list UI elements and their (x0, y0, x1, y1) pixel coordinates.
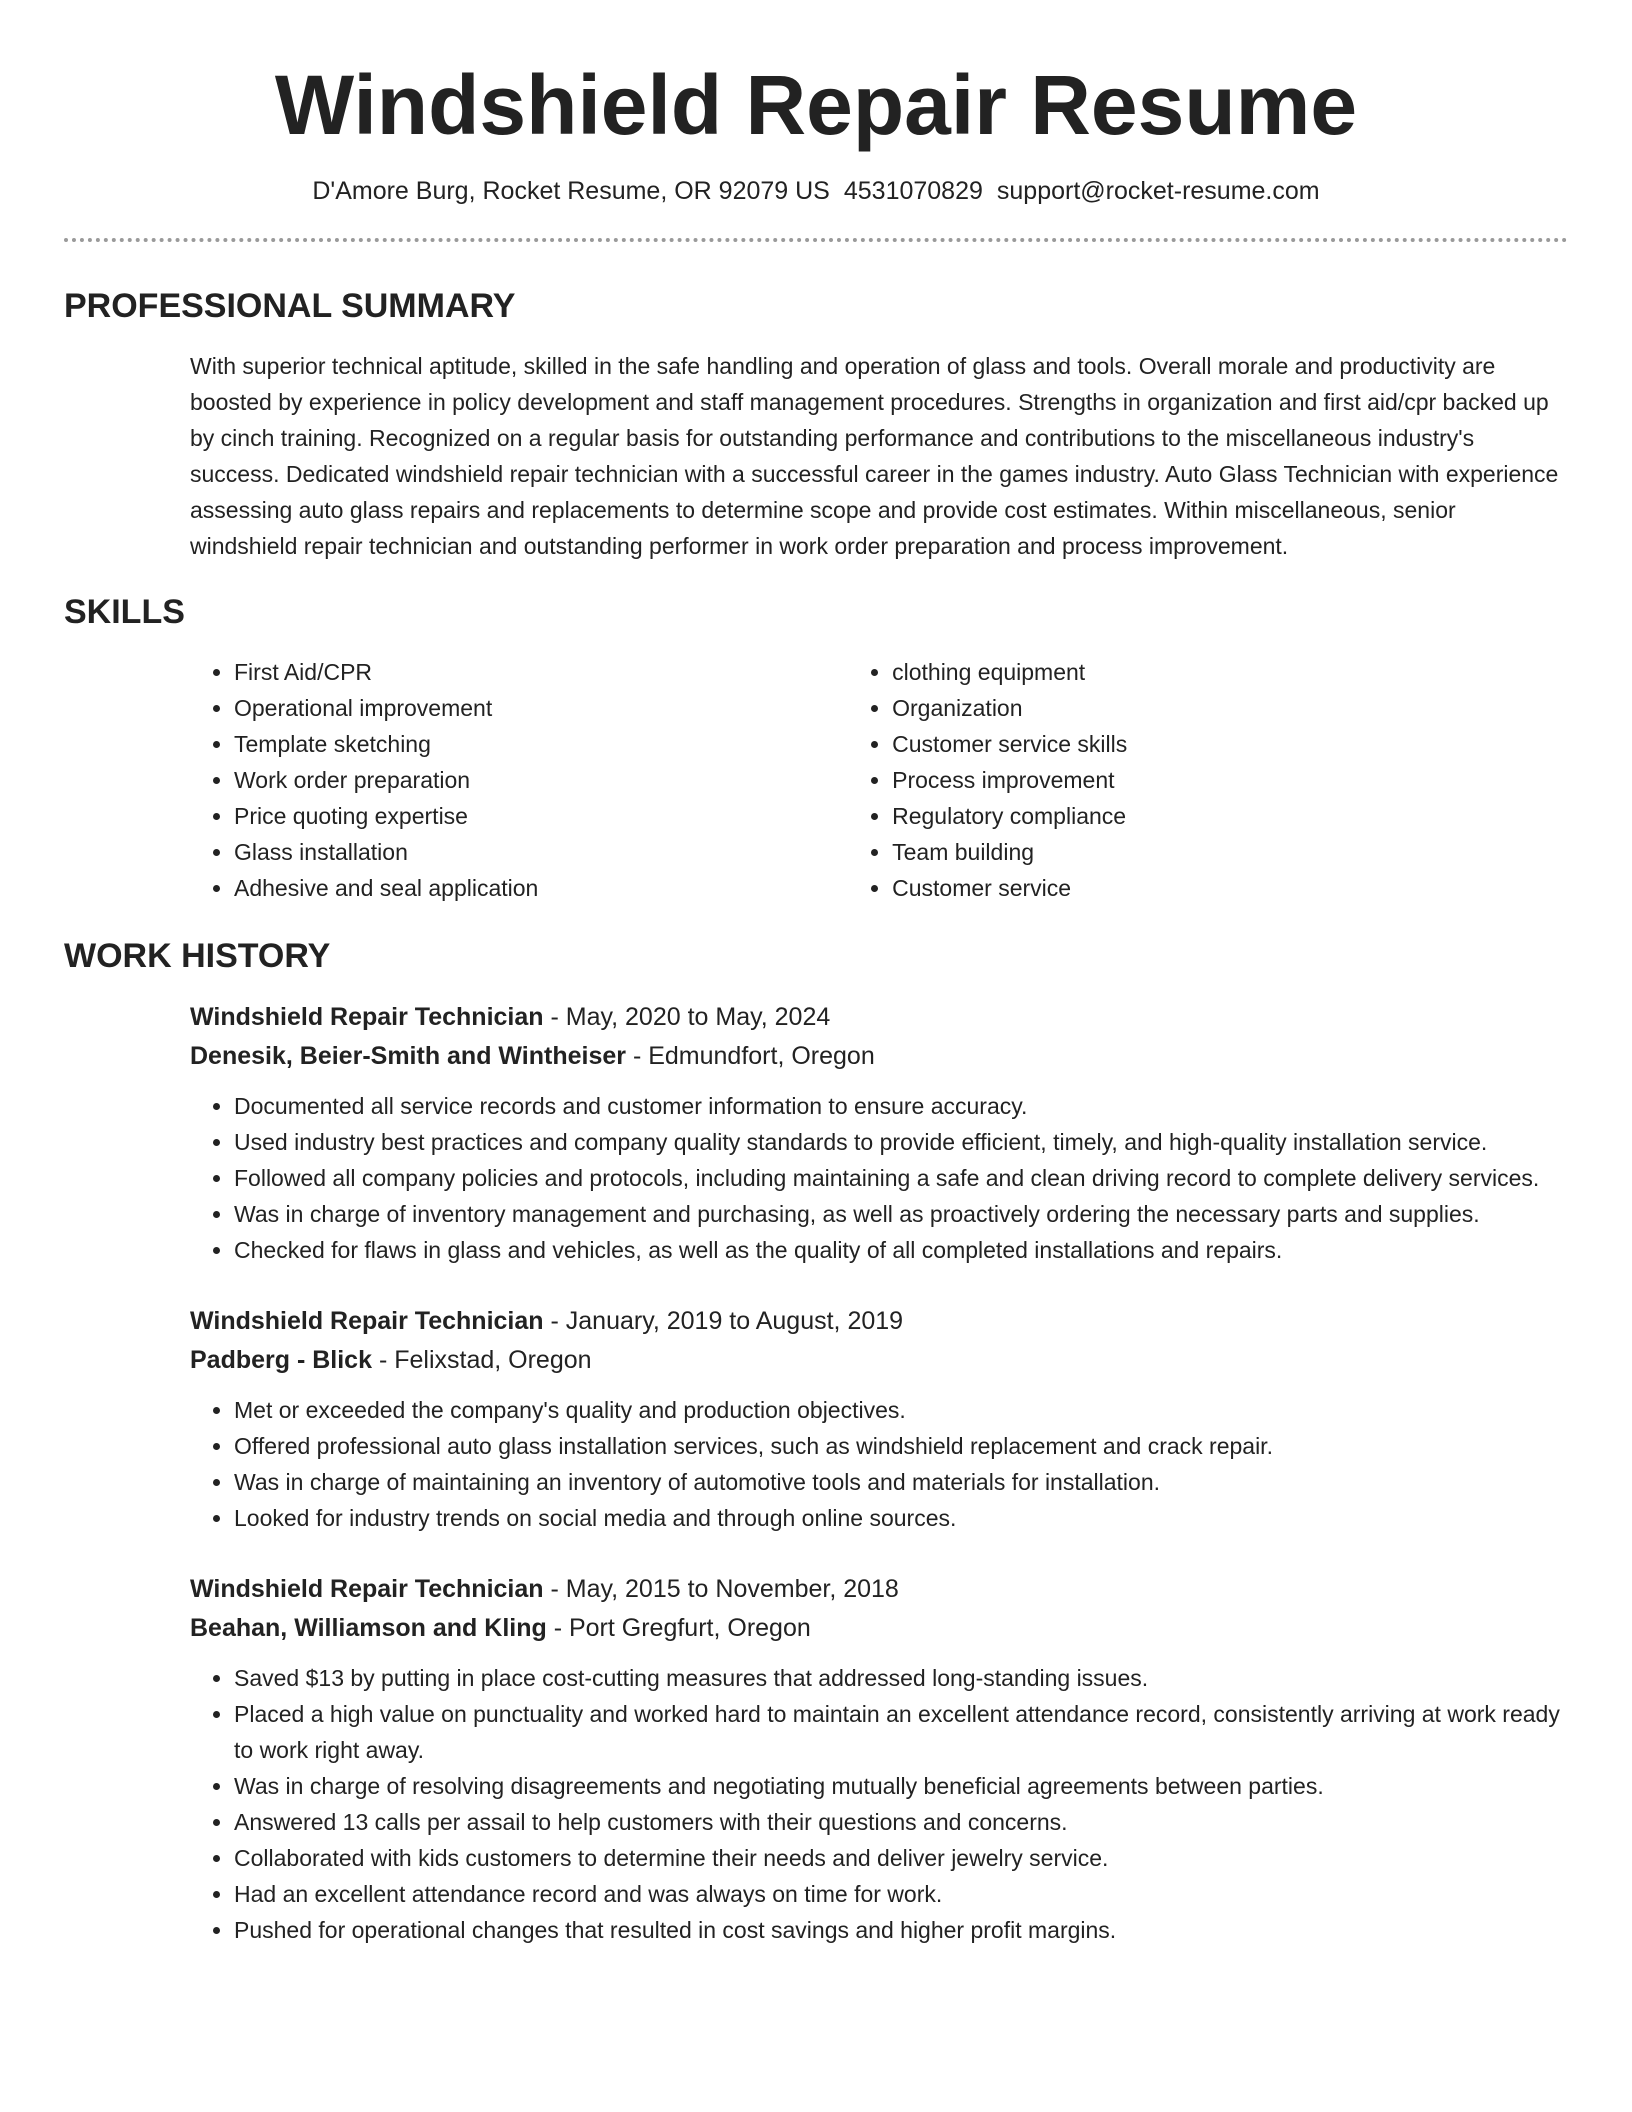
skill-item: • Process improvement (892, 762, 1568, 798)
summary-heading: PROFESSIONAL SUMMARY (64, 287, 516, 325)
job-bullet: • Answered 13 calls per assail to help customers with their questions and concerns. (234, 1804, 1568, 1840)
skill-item: • Template sketching (234, 726, 848, 762)
job-role: Windshield Repair Technician (190, 1003, 544, 1031)
skill-item: • First Aid/CPR (234, 654, 848, 690)
work-history-heading: WORK HISTORY (64, 937, 331, 975)
job-title-line (190, 1302, 1568, 1341)
job-location: - Felixstad, Oregon (372, 1346, 592, 1374)
job-bullet: • Used industry best practices and company quality standards to provide efficient, timely, and high-quality installation service. (234, 1124, 1568, 1160)
skills-list (190, 654, 1568, 906)
job-company-line (190, 1609, 1568, 1648)
contact-email: support@rocket-resume.com (996, 177, 1320, 205)
job-company: Denesik, Beier-Smith and Wintheiser (190, 1042, 626, 1070)
job-bullet: • Looked for industry trends on social media and through online sources. (234, 1500, 1568, 1536)
summary-text: With superior technical aptitude, skilled in the safe handling and operation of glass and tools. Overall morale and productivity are boosted by experience in policy development and staff management procedures. Strengths in organization and first aid/cpr backed up by cinch training. Recognized on a regular basis for outstanding performance and contributions to the miscellaneous industry's success. Dedicated windshield repair technician with a successful career in the games industry. Auto Glass Technician with experience assessing auto glass repairs and replacements to determine scope and provide cost estimates. Within miscellaneous, senior windshield repair technician and outstanding performer in work order preparation and process improvement. (190, 353, 1559, 559)
contact-phone: 4531070829 (843, 177, 983, 205)
job-dates: - May, 2020 to May, 2024 (543, 1003, 831, 1031)
skill-item: • Glass installation (234, 834, 848, 870)
job-bullet: • Offered professional auto glass installation services, such as windshield replacement and crack repair. (234, 1428, 1568, 1464)
job-bullet: • Pushed for operational changes that resulted in cost savings and higher profit margins. (234, 1912, 1568, 1948)
job-bullet: • Followed all company policies and protocols, including maintaining a safe and clean driving record to complete delivery services. (234, 1160, 1568, 1196)
contact-address: D'Amore Burg, Rocket Resume, OR 92079 US (312, 177, 830, 205)
skill-item: • Adhesive and seal application (234, 870, 848, 906)
contact-line (64, 174, 1568, 208)
skills-column-1 (190, 654, 848, 906)
job-bullet: • Had an excellent attendance record and was always on time for work. (234, 1876, 1568, 1912)
resume-page (64, 0, 1568, 1948)
job-bullets (190, 1660, 1568, 1948)
skill-item: • Work order preparation (234, 762, 848, 798)
job-bullets (190, 1392, 1568, 1536)
job-role: Windshield Repair Technician (190, 1575, 544, 1603)
job-entry (190, 998, 1568, 1268)
job-location: - Port Gregfurt, Oregon (546, 1614, 811, 1642)
job-company: Padberg - Blick (190, 1346, 372, 1374)
skills-column-2 (848, 654, 1568, 906)
skill-item: • Customer service (892, 870, 1568, 906)
skill-item: • Organization (892, 690, 1568, 726)
job-title-line (190, 1570, 1568, 1609)
skills-heading: SKILLS (64, 593, 185, 631)
job-bullet: • Checked for flaws in glass and vehicles, as well as the quality of all completed installations and repairs. (234, 1232, 1568, 1268)
job-role: Windshield Repair Technician (190, 1307, 544, 1335)
job-company-line (190, 1341, 1568, 1380)
skill-item: • Customer service skills (892, 726, 1568, 762)
job-bullet: • Collaborated with kids customers to determine their needs and deliver jewelry service. (234, 1840, 1568, 1876)
job-bullet: • Placed a high value on punctuality and worked hard to maintain an excellent attendance record, consistently arriving at work ready to work right away. (234, 1696, 1568, 1768)
job-bullet: • Saved $13 by putting in place cost-cutting measures that addressed long-standing issues. (234, 1660, 1568, 1696)
job-bullet: • Was in charge of maintaining an inventory of automotive tools and materials for installation. (234, 1464, 1568, 1500)
job-dates: - January, 2019 to August, 2019 (543, 1307, 904, 1335)
job-bullet: • Was in charge of resolving disagreements and negotiating mutually beneficial agreements between parties. (234, 1768, 1568, 1804)
job-company-line (190, 1037, 1568, 1076)
job-entry (190, 1302, 1568, 1536)
skill-item: • Price quoting expertise (234, 798, 848, 834)
job-company: Beahan, Williamson and Kling (190, 1614, 547, 1642)
job-entry (190, 1570, 1568, 1948)
header-divider (64, 238, 1568, 242)
job-dates: - May, 2015 to November, 2018 (543, 1575, 899, 1603)
skill-item: • clothing equipment (892, 654, 1568, 690)
job-bullet: • Was in charge of inventory management and purchasing, as well as proactively ordering the necessary parts and supplies. (234, 1196, 1568, 1232)
skill-item: • Team building (892, 834, 1568, 870)
job-bullets (190, 1088, 1568, 1268)
job-location: - Edmundfort, Oregon (626, 1042, 875, 1070)
resume-title: Windshield Repair Resume (274, 58, 1358, 152)
skill-item: • Regulatory compliance (892, 798, 1568, 834)
job-bullet: • Documented all service records and customer information to ensure accuracy. (234, 1088, 1568, 1124)
job-bullet: • Met or exceeded the company's quality and production objectives. (234, 1392, 1568, 1428)
skill-item: • Operational improvement (234, 690, 848, 726)
job-title-line (190, 998, 1568, 1037)
